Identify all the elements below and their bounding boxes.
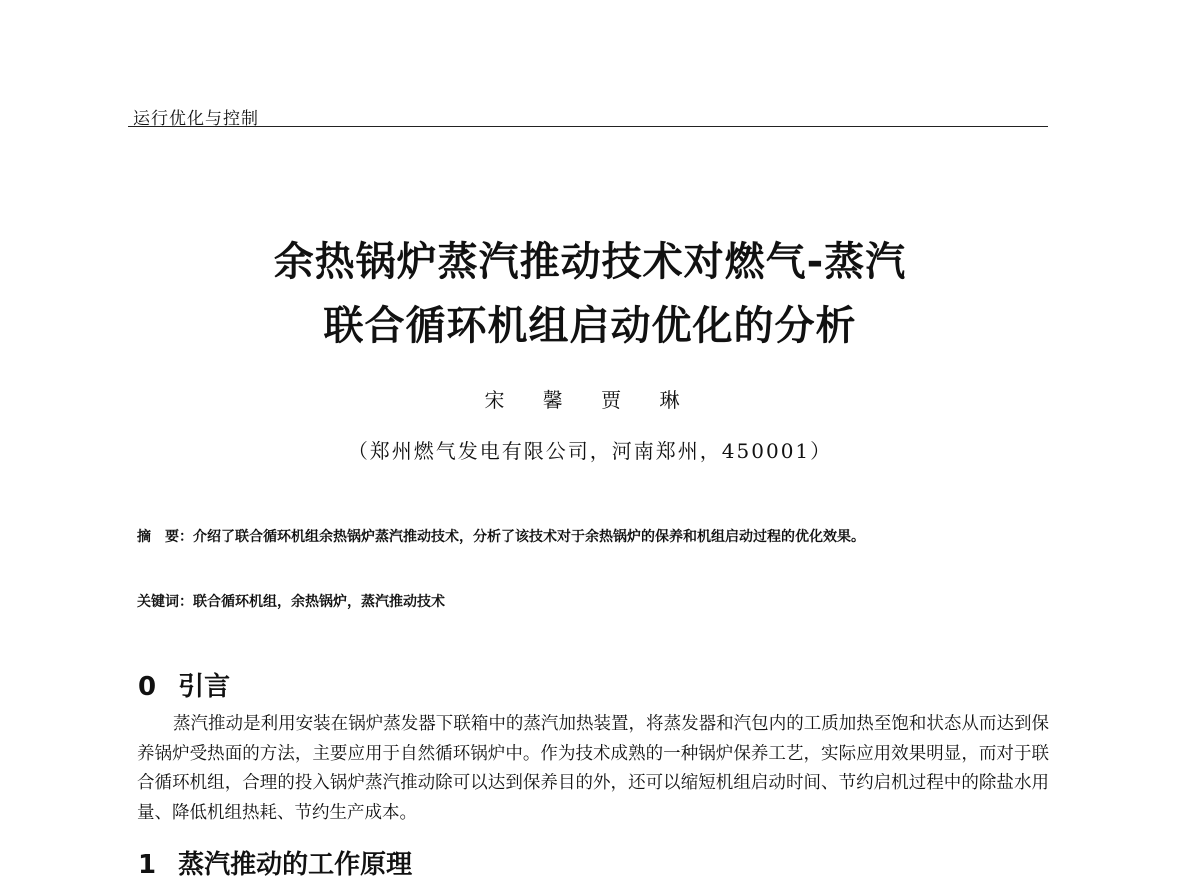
keywords-text: 联合循环机组，余热锅炉，蒸汽推动技术 — [193, 594, 445, 610]
paper-title-line-2: 联合循环机组启动优化的分析 — [323, 303, 857, 349]
header-rule — [128, 126, 1048, 127]
affiliation: （郑州燃气发电有限公司，河南郑州，450001） — [347, 439, 833, 463]
section-heading-working-principle — [138, 844, 412, 881]
paper-title-line-1: 余热锅炉蒸汽推动技术对燃气-蒸汽 — [273, 239, 907, 285]
abstract — [137, 524, 1049, 551]
running-header: 运行优化与控制 — [133, 109, 259, 129]
keywords-label: 关键词： — [137, 594, 193, 610]
introduction-paragraph: 蒸汽推动是利用安装在锅炉蒸发器下联箱中的蒸汽加热装置，将蒸发器和汽包内的工质加热至饱和状态从而达到保养锅炉受热面的方法，主要应用于自然循环锅炉中。作为技术成熟的一种锅炉保养工艺，实际应用效果明显，而对于联合循环机组，合理的投入锅炉蒸汽推动除可以达到保养目的外，还可以缩短机组启动时间、节约启机过程中的除盐水用量、降低机组热耗、节约生产成本。 — [137, 714, 1049, 823]
section-number: 0 — [138, 672, 157, 702]
section-number: 1 — [138, 850, 157, 880]
section-heading-introduction — [138, 666, 230, 703]
abstract-text: 介绍了联合循环机组余热锅炉蒸汽推动技术，分析了该技术对于余热锅炉的保养和机组启动过程的优化效果。 — [193, 529, 865, 545]
section-title: 引言 — [178, 672, 231, 702]
authors: 宋 馨 贾 琳 — [484, 388, 696, 412]
section-title: 蒸汽推动的工作原理 — [178, 850, 413, 880]
abstract-label: 摘 要： — [137, 529, 193, 545]
keywords — [137, 592, 1049, 612]
